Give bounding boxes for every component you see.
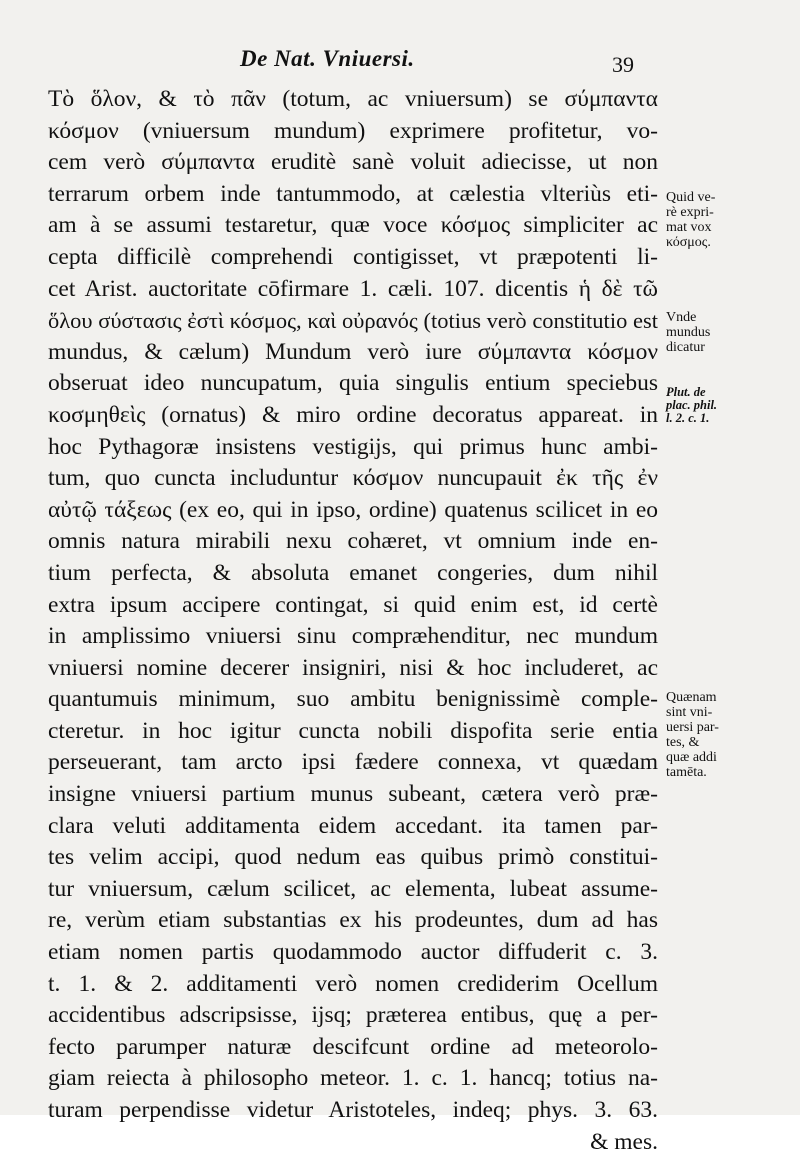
text-line: cteretur. in hoc igitur cuncta nobili dispofita serie entia [48, 717, 658, 744]
margin-note-plutarch-citation [666, 386, 792, 425]
text-line: quantumuis minimum, suo ambitu benignissimè comple- [48, 686, 658, 713]
text-line: αὐτῷ τάξεως (ex eo, qui in ipso, ordine) quatenus scilicet in eo [48, 496, 658, 523]
text-line: hoc Pythagoræ insistens vestigijs, qui primus hunc ambi- [48, 433, 658, 460]
text-line: Τὸ ὅλον, & τὸ πᾶν (totum, ac vniuersum) se σύμπαντα [48, 86, 658, 112]
text-line: tur vniuersum, cælum scilicet, ac elementa, lubeat assume- [48, 875, 658, 902]
margin-note-line: uersi par- [666, 720, 719, 735]
margin-note-quid [666, 190, 792, 250]
margin-note-line: plac. phil. [666, 398, 718, 412]
margin-note-line: l. 2. c. 1. [666, 411, 710, 425]
text-line: clara veluti additamenta eidem accedant. ita tamen par- [48, 812, 658, 839]
text-line: etiam nomen partis quodammodo auctor diffuderit c. 3. [48, 939, 658, 966]
text-line: κοσμηθεὶς (ornatus) & miro ordine decoratus appareat. in [48, 401, 658, 428]
margin-note-line: Quid ve- [666, 190, 716, 205]
margin-note-line: mundus [666, 325, 711, 340]
text-line: & mes. [590, 1128, 658, 1155]
text-line: κόσμον (vniuersum mundum) exprimere profitetur, vo- [48, 117, 658, 144]
text-line: fecto parumper naturæ descifcunt ordine ad meteorolo- [48, 1033, 658, 1060]
text-line: cem verò σύμπαντα eruditè sanè voluit adiecisse, ut non [48, 149, 658, 176]
text-line: ὅλου σύστασις ἐστὶ κόσμος, καὶ οὐρανός (totius verò constitutio est [48, 308, 658, 334]
text-line: re, verùm etiam substantias ex his prodeuntes, dum ad has [48, 907, 658, 934]
main-text-block [48, 84, 658, 1158]
text-line: terrarum orbem inde tantummodo, at cælestia vlteriùs eti- [48, 180, 658, 207]
margin-note-line: tamēta. [666, 765, 707, 780]
text-line: tum, quo cuncta includuntur κόσμον nuncupauit ἐκ τῆς ἐν [48, 465, 658, 492]
running-title: De Nat. Vniuersi. [240, 46, 415, 71]
margin-note-quaenam [666, 690, 792, 780]
text-line: perseuerant, tam arcto ipsi fædere connexa, vt quædam [48, 749, 658, 776]
text-line: extra ipsum accipere contingat, si quid enim est, id certè [48, 591, 658, 618]
margin-note-line: Vnde [666, 310, 697, 325]
text-line: insigne vniuersi partium munus subeant, cætera verò præ- [48, 781, 658, 808]
text-line: obseruat ideo nuncupatum, quia singulis entium speciebus [48, 370, 658, 397]
text-line: am à se assumi testaretur, quæ voce κόσμος simpliciter ac [48, 212, 658, 239]
text-line: mundus, & cælum) Mundum verò iure σύμπαντα κόσμον [48, 338, 658, 365]
text-line: in amplissimo vniuersi sinu compræhenditur, nec mundum [48, 623, 658, 650]
margin-note-line: tes, & [666, 735, 700, 750]
margin-note-line: quæ addi [666, 750, 717, 765]
margin-note-line: mat vox [666, 220, 712, 235]
text-line: t. 1. & 2. additamenti verò nomen crediderim Ocellum [48, 970, 658, 997]
text-line: accidentibus adscripsisse, ijsq; præterea entibus, quę a per- [48, 1002, 658, 1029]
margin-note-vnde [666, 310, 792, 355]
text-line: tes velim accipi, quod nedum eas quibus primò constitui- [48, 844, 658, 871]
text-line: cet Arist. auctoritate cōfirmare 1. cæli. 107. dicentis ἡ δὲ τῶ [48, 275, 658, 302]
margin-note-line: sint vni- [666, 705, 713, 720]
margin-note-line: rè expri- [666, 205, 714, 220]
text-line: turam perpendisse videtur Aristoteles, indeq; phys. 3. 63. [48, 1097, 658, 1123]
margin-note-line: Plut. de [666, 385, 706, 399]
text-line: cepta difficilè comprehendi contigisset, vt præpotenti li- [48, 243, 658, 270]
margin-note-line: Quænam [666, 690, 717, 705]
text-line: giam reiecta à philosopho meteor. 1. c. 1. hancq; totius na- [48, 1065, 658, 1092]
text-line: tium perfecta, & absoluta emanet congeries, dum nihil [48, 559, 658, 586]
margin-note-line: κόσμος. [666, 235, 711, 250]
margin-note-line: dicatur [666, 340, 705, 355]
text-line: omnis natura mirabili nexu cohæret, vt omnium inde en- [48, 528, 658, 555]
text-line: vniuersi nomine decerer insigniri, nisi & hoc includeret, ac [48, 654, 658, 681]
page-number: 39 [612, 52, 634, 77]
